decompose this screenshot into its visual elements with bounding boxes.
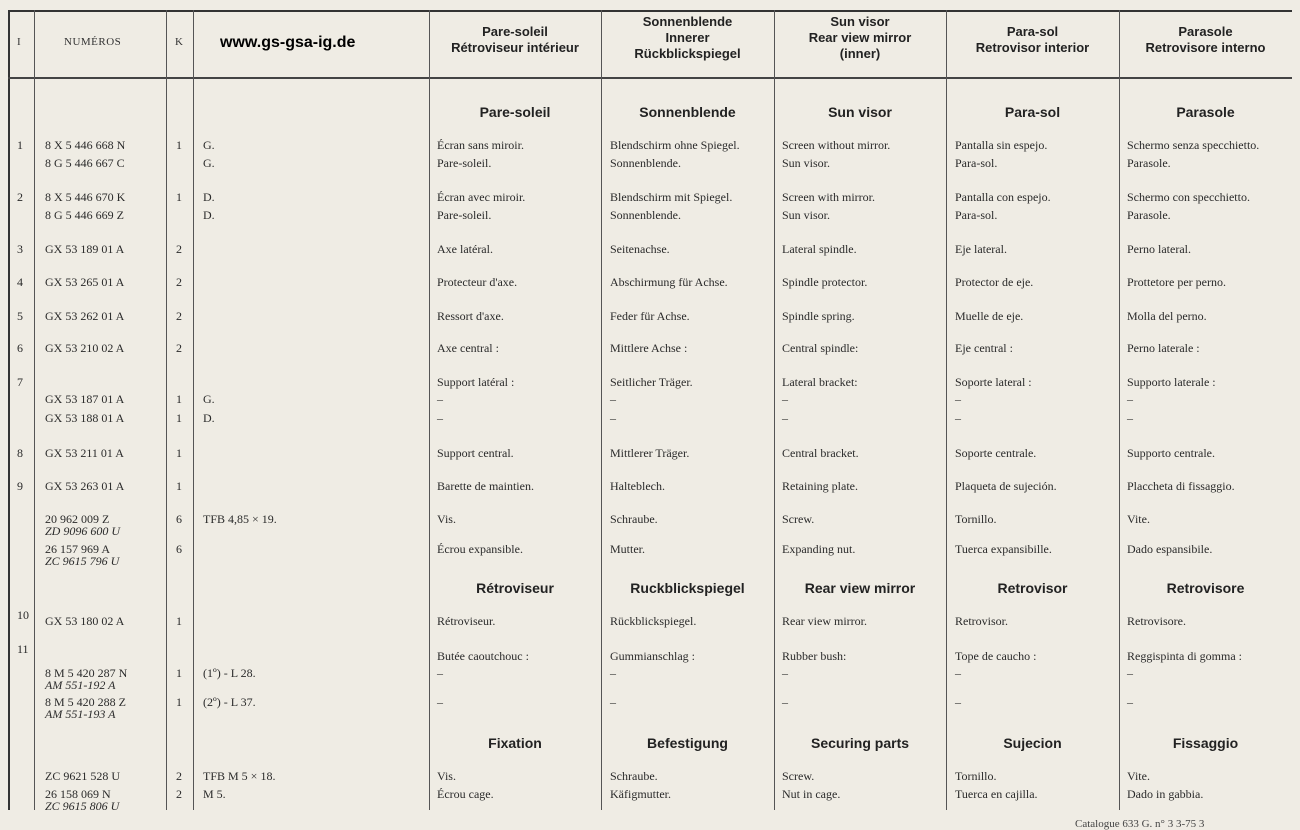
description-spanish: – xyxy=(955,666,961,680)
description-german: Sonnenblende. xyxy=(610,208,681,222)
description-german: Abschirmung für Achse. xyxy=(610,275,728,289)
description-english: Retaining plate. xyxy=(782,479,858,493)
column-divider xyxy=(166,10,167,810)
description-english: Rear view mirror. xyxy=(782,614,867,628)
part-number: GX 53 188 01 A xyxy=(45,411,125,425)
description-spanish: Retrovisor. xyxy=(955,614,1008,628)
description-italian: Schermo con specchietto. xyxy=(1127,190,1250,204)
column-divider xyxy=(34,10,35,810)
part-number: 8 G 5 446 667 C xyxy=(45,156,125,170)
description-english: Sun visor. xyxy=(782,156,831,170)
column-divider xyxy=(1119,10,1120,810)
section-title: Securing parts xyxy=(810,735,910,751)
quantity-k: 2 xyxy=(176,787,182,801)
header-numeros: NUMÉROS xyxy=(64,36,122,48)
part-number: ZC 9621 528 U xyxy=(45,769,120,783)
section-title: Fixation xyxy=(488,735,542,751)
header-title-french: Pare-soleil xyxy=(482,24,548,39)
description-spanish: Tuerca expansibille. xyxy=(955,542,1052,556)
item-index: 6 xyxy=(17,341,23,355)
part-number: 8 G 5 446 669 Z xyxy=(45,208,124,222)
header-title-spanish: Para-sol xyxy=(1006,24,1059,39)
quantity-k: 2 xyxy=(176,769,182,783)
part-number: GX 53 263 01 A xyxy=(45,479,125,493)
description-english: Screw. xyxy=(782,769,815,783)
description-french: Vis. xyxy=(437,512,456,526)
description-french: Rétroviseur. xyxy=(437,614,496,628)
quantity-k: 6 xyxy=(176,512,182,526)
part-note: D. xyxy=(203,190,215,204)
part-number: GX 53 211 01 A xyxy=(45,446,124,460)
description-german: Gummianschlag : xyxy=(610,649,695,663)
section-title: Retrovisore xyxy=(1166,580,1245,596)
description-french: Pare-soleil. xyxy=(437,208,492,222)
quantity-k: 1 xyxy=(176,479,182,493)
description-italian: Parasole. xyxy=(1127,208,1171,222)
description-italian: Parasole. xyxy=(1127,156,1171,170)
part-note: TFB M 5 × 18. xyxy=(203,769,276,783)
header-title-german: Rückblickspiegel xyxy=(634,46,741,61)
section-title: Fissaggio xyxy=(1172,735,1239,751)
description-italian: Molla del perno. xyxy=(1127,309,1207,323)
part-note: TFB 4,85 × 19. xyxy=(203,512,277,526)
item-index: 1 xyxy=(17,138,23,152)
description-german: Blendschirm mit Spiegel. xyxy=(610,190,733,204)
column-divider xyxy=(193,10,194,810)
description-english: Spindle protector. xyxy=(782,275,868,289)
item-index: 11 xyxy=(17,642,29,656)
part-number: GX 53 265 01 A xyxy=(45,275,125,289)
quantity-k: 1 xyxy=(176,392,182,406)
description-french: Écrou expansible. xyxy=(437,542,523,556)
description-english: – xyxy=(782,666,788,680)
description-spanish: Tuerca en cajilla. xyxy=(955,787,1038,801)
description-spanish: – xyxy=(955,392,961,406)
description-french: – xyxy=(437,695,443,709)
description-spanish: Para-sol. xyxy=(955,156,998,170)
description-german: Rückblickspiegel. xyxy=(610,614,697,628)
item-index: 7 xyxy=(17,375,23,389)
description-italian: Reggispinta di gomma : xyxy=(1127,649,1242,663)
item-index: 8 xyxy=(17,446,23,460)
description-italian: Supporto laterale : xyxy=(1127,375,1216,389)
section-title: Befestigung xyxy=(647,735,728,751)
description-spanish: Tornillo. xyxy=(955,769,997,783)
header-title-german: Innerer xyxy=(665,30,710,45)
description-english: Rubber bush: xyxy=(782,649,847,663)
description-italian: Vite. xyxy=(1127,769,1150,783)
description-italian: Retrovisore. xyxy=(1127,614,1186,628)
description-german: Mittlerer Träger. xyxy=(610,446,690,460)
description-english: Expanding nut. xyxy=(782,542,856,556)
description-english: Screw. xyxy=(782,512,815,526)
part-number: 8 M 5 420 288 Z xyxy=(45,695,126,709)
section-title: Retrovisor xyxy=(997,580,1068,596)
part-number: 8 X 5 446 668 N xyxy=(45,138,126,152)
description-spanish: Pantalla sin espejo. xyxy=(955,138,1048,152)
part-number-alt: ZC 9615 796 U xyxy=(45,554,120,568)
description-spanish: Soporte centrale. xyxy=(955,446,1037,460)
quantity-k: 1 xyxy=(176,666,182,680)
description-french: Axe central : xyxy=(437,341,499,355)
section-title: Pare-soleil xyxy=(479,104,551,120)
column-divider xyxy=(774,10,775,810)
part-number: 20 962 009 Z xyxy=(45,512,110,526)
description-german: Seitlicher Träger. xyxy=(610,375,693,389)
header-title-german: Sonnenblende xyxy=(642,14,733,29)
description-french: Écran avec miroir. xyxy=(437,190,526,204)
description-italian: Placcheta di fissaggio. xyxy=(1127,479,1235,493)
description-french: Pare-soleil. xyxy=(437,156,492,170)
description-french: Butée caoutchouc : xyxy=(437,649,529,663)
description-french: – xyxy=(437,666,443,680)
header-title-spanish: Retrovisor interior xyxy=(975,40,1090,55)
section-title: Ruckblickspiegel xyxy=(630,580,745,596)
description-french: Barette de maintien. xyxy=(437,479,534,493)
part-number: 26 158 069 N xyxy=(45,787,111,801)
part-number-alt: ZD 9096 600 U xyxy=(45,524,121,538)
description-spanish: Para-sol. xyxy=(955,208,998,222)
quantity-k: 2 xyxy=(176,242,182,256)
description-spanish: Pantalla con espejo. xyxy=(955,190,1051,204)
description-french: Écran sans miroir. xyxy=(437,138,524,152)
part-note: G. xyxy=(203,138,215,152)
column-divider xyxy=(946,10,947,810)
header-title-english: (inner) xyxy=(839,46,881,61)
header-title-english: Sun visor xyxy=(830,14,890,29)
description-italian: – xyxy=(1127,666,1133,680)
description-spanish: – xyxy=(955,411,961,425)
part-number: GX 53 210 02 A xyxy=(45,341,125,355)
description-english: Lateral spindle. xyxy=(782,242,857,256)
description-italian: – xyxy=(1127,695,1133,709)
description-german: Mittlere Achse : xyxy=(610,341,688,355)
description-italian: Perno lateral. xyxy=(1127,242,1191,256)
description-french: – xyxy=(437,411,443,425)
description-spanish: Plaqueta de sujeción. xyxy=(955,479,1057,493)
description-german: – xyxy=(610,695,616,709)
part-number: 8 M 5 420 287 N xyxy=(45,666,128,680)
description-english: Screen without mirror. xyxy=(782,138,891,152)
description-german: Seitenachse. xyxy=(610,242,670,256)
quantity-k: 2 xyxy=(176,309,182,323)
part-number: GX 53 187 01 A xyxy=(45,392,125,406)
quantity-k: 6 xyxy=(176,542,182,556)
header-k: K xyxy=(175,36,184,48)
header-rule xyxy=(8,77,1292,79)
quantity-k: 2 xyxy=(176,275,182,289)
description-italian: Schermo senza specchietto. xyxy=(1127,138,1260,152)
part-number-alt: AM 551-192 A xyxy=(45,678,116,692)
quantity-k: 1 xyxy=(176,411,182,425)
part-number: 8 X 5 446 670 K xyxy=(45,190,126,204)
description-spanish: Eje lateral. xyxy=(955,242,1007,256)
description-english: Nut in cage. xyxy=(782,787,841,801)
description-french: Support latéral : xyxy=(437,375,515,389)
description-french: Support central. xyxy=(437,446,514,460)
header-title-italian: Retrovisore interno xyxy=(1145,40,1266,55)
quantity-k: 1 xyxy=(176,614,182,628)
description-italian: Prottetore per perno. xyxy=(1127,275,1226,289)
description-italian: – xyxy=(1127,392,1133,406)
description-spanish: Soporte lateral : xyxy=(955,375,1032,389)
description-german: Schraube. xyxy=(610,512,658,526)
header-title-english: Rear view mirror xyxy=(808,30,912,45)
part-note: (2º) - L 37. xyxy=(203,695,256,709)
page-footer: Catalogue 633 G. n° 3 3-75 3 xyxy=(1075,818,1205,830)
item-index: 3 xyxy=(17,242,23,256)
quantity-k: 1 xyxy=(176,446,182,460)
section-title: Sun visor xyxy=(828,104,892,120)
section-title: Parasole xyxy=(1176,104,1235,120)
part-note: G. xyxy=(203,392,215,406)
top-border xyxy=(8,10,1292,12)
description-english: – xyxy=(782,411,788,425)
item-index: 2 xyxy=(17,190,23,204)
part-note: D. xyxy=(203,208,215,222)
section-title: Rear view mirror xyxy=(804,580,916,596)
header-index: I xyxy=(17,36,22,48)
item-index: 4 xyxy=(17,275,23,289)
description-spanish: Tornillo. xyxy=(955,512,997,526)
quantity-k: 1 xyxy=(176,695,182,709)
description-german: Mutter. xyxy=(610,542,645,556)
description-italian: Perno laterale : xyxy=(1127,341,1200,355)
description-english: Central spindle: xyxy=(782,341,859,355)
description-german: Halteblech. xyxy=(610,479,665,493)
part-number: GX 53 189 01 A xyxy=(45,242,125,256)
description-italian: Dado espansibile. xyxy=(1127,542,1213,556)
description-spanish: Protector de eje. xyxy=(955,275,1034,289)
description-french: Protecteur d'axe. xyxy=(437,275,518,289)
part-number: GX 53 180 02 A xyxy=(45,614,125,628)
section-title: Para-sol xyxy=(1004,104,1061,120)
description-french: – xyxy=(437,392,443,406)
description-italian: Dado in gabbia. xyxy=(1127,787,1204,801)
part-note: G. xyxy=(203,156,215,170)
quantity-k: 2 xyxy=(176,341,182,355)
part-number: GX 53 262 01 A xyxy=(45,309,125,323)
item-index: 5 xyxy=(17,309,23,323)
column-divider xyxy=(601,10,602,810)
description-french: Écrou cage. xyxy=(437,787,494,801)
description-german: Käfigmutter. xyxy=(610,787,671,801)
description-spanish: Tope de caucho : xyxy=(955,649,1037,663)
description-english: Spindle spring. xyxy=(782,309,855,323)
left-border xyxy=(8,10,10,810)
description-german: – xyxy=(610,411,616,425)
description-english: – xyxy=(782,392,788,406)
description-french: Vis. xyxy=(437,769,456,783)
column-divider xyxy=(429,10,430,810)
description-german: – xyxy=(610,666,616,680)
quantity-k: 1 xyxy=(176,190,182,204)
item-index: 9 xyxy=(17,479,23,493)
description-german: Feder für Achse. xyxy=(610,309,690,323)
description-german: – xyxy=(610,392,616,406)
section-title: Rétroviseur xyxy=(476,580,554,596)
website-watermark: www.gs-gsa-ig.de xyxy=(220,34,356,51)
quantity-k: 1 xyxy=(176,138,182,152)
description-spanish: Muelle de eje. xyxy=(955,309,1024,323)
description-english: – xyxy=(782,695,788,709)
part-note: (1º) - L 28. xyxy=(203,666,256,680)
description-french: Ressort d'axe. xyxy=(437,309,504,323)
header-title-italian: Parasole xyxy=(1178,24,1233,39)
description-german: Sonnenblende. xyxy=(610,156,681,170)
part-number-alt: ZC 9615 806 U xyxy=(45,799,120,813)
description-spanish: – xyxy=(955,695,961,709)
description-italian: Vite. xyxy=(1127,512,1150,526)
part-note: D. xyxy=(203,411,215,425)
part-number-alt: AM 551-193 A xyxy=(45,707,116,721)
description-english: Screen with mirror. xyxy=(782,190,875,204)
description-french: Axe latéral. xyxy=(437,242,493,256)
section-title: Sonnenblende xyxy=(639,104,736,120)
description-english: Sun visor. xyxy=(782,208,831,222)
part-note: M 5. xyxy=(203,787,226,801)
description-italian: – xyxy=(1127,411,1133,425)
section-title: Sujecion xyxy=(1003,735,1062,751)
description-german: Schraube. xyxy=(610,769,658,783)
description-english: Lateral bracket: xyxy=(782,375,858,389)
description-english: Central bracket. xyxy=(782,446,859,460)
description-spanish: Eje central : xyxy=(955,341,1013,355)
part-number: 26 157 969 A xyxy=(45,542,111,556)
description-italian: Supporto centrale. xyxy=(1127,446,1215,460)
item-index: 10 xyxy=(17,608,29,622)
header-title-french: Rétroviseur intérieur xyxy=(451,40,579,55)
description-german: Blendschirm ohne Spiegel. xyxy=(610,138,740,152)
